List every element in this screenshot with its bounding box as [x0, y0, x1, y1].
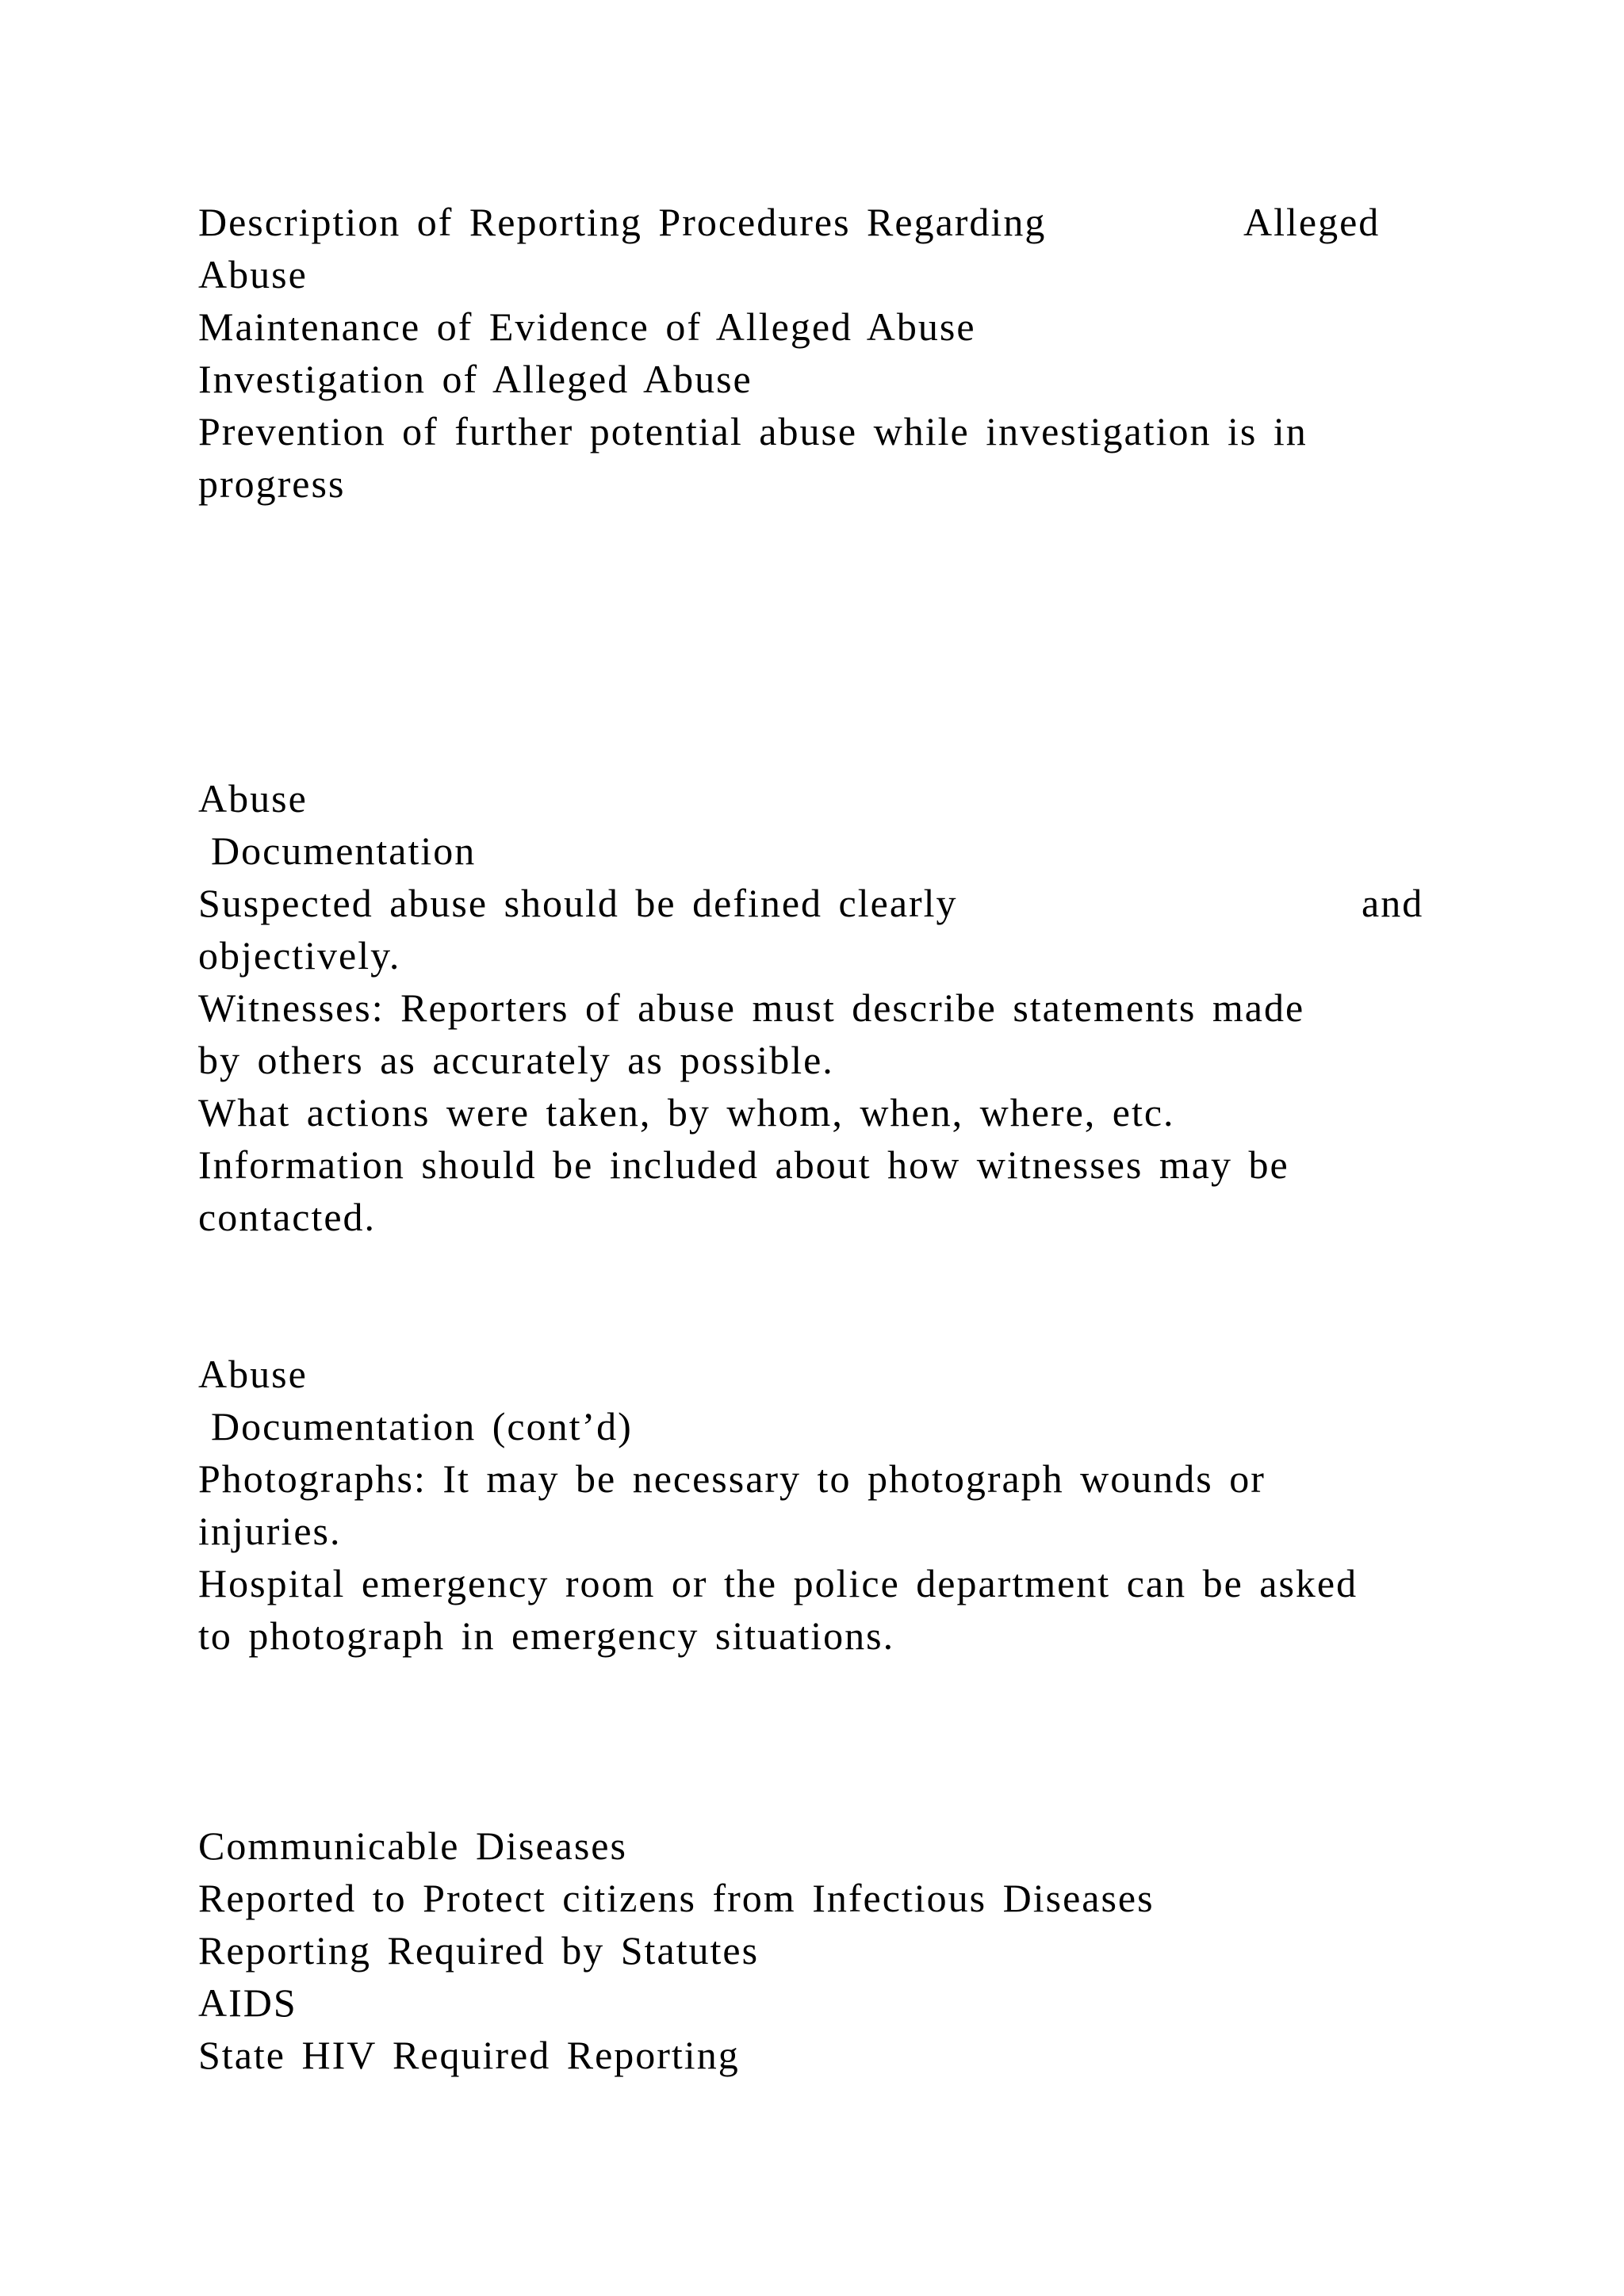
photographs-line-continued: injuries.: [198, 1509, 342, 1553]
hospital-line-continued: to photograph in emergency situations.: [198, 1613, 895, 1658]
aids-line: AIDS: [198, 1980, 297, 2025]
actions-line: What actions were taken, by whom, when, where, etc.: [198, 1090, 1175, 1135]
hospital-line: Hospital emergency room or the police department can be asked: [198, 1561, 1358, 1605]
information-line: Information should be included about how witnesses may be: [198, 1142, 1289, 1187]
witnesses-line: Witnesses: Reporters of abuse must describe statements made: [198, 985, 1305, 1030]
section-subheading: Documentation (cont’d): [211, 1404, 633, 1448]
photographs-line: Photographs: It may be necessary to photograph wounds or: [198, 1456, 1266, 1501]
suspected-abuse-line-continued: objectively.: [198, 933, 401, 978]
information-line-continued: contacted.: [198, 1195, 377, 1239]
prevention-line: Prevention of further potential abuse while investigation is in: [198, 409, 1308, 453]
suspected-abuse-line: Suspected abuse should be defined clearly: [198, 881, 958, 925]
statutes-line: Reporting Required by Statutes: [198, 1928, 760, 1973]
reporting-procedures-line-end: Alleged: [1243, 200, 1381, 244]
suspected-abuse-line-end: and: [1362, 881, 1424, 925]
reported-line: Reported to Protect citizens from Infectious Diseases: [198, 1876, 1155, 1920]
investigation-line: Investigation of Alleged Abuse: [198, 357, 753, 401]
reporting-procedures-line-continued: Abuse: [198, 252, 308, 297]
hiv-reporting-line: State HIV Required Reporting: [198, 2033, 740, 2077]
section-subheading: Documentation: [211, 828, 477, 873]
section-heading: Abuse: [198, 776, 308, 821]
witnesses-line-continued: by others as accurately as possible.: [198, 1038, 834, 1082]
reporting-procedures-line: Description of Reporting Procedures Regarding: [198, 200, 1047, 244]
section-heading: Abuse: [198, 1352, 308, 1396]
evidence-line: Maintenance of Evidence of Alleged Abuse: [198, 304, 976, 349]
section-heading: Communicable Diseases: [198, 1823, 627, 1868]
prevention-line-continued: progress: [198, 461, 346, 506]
